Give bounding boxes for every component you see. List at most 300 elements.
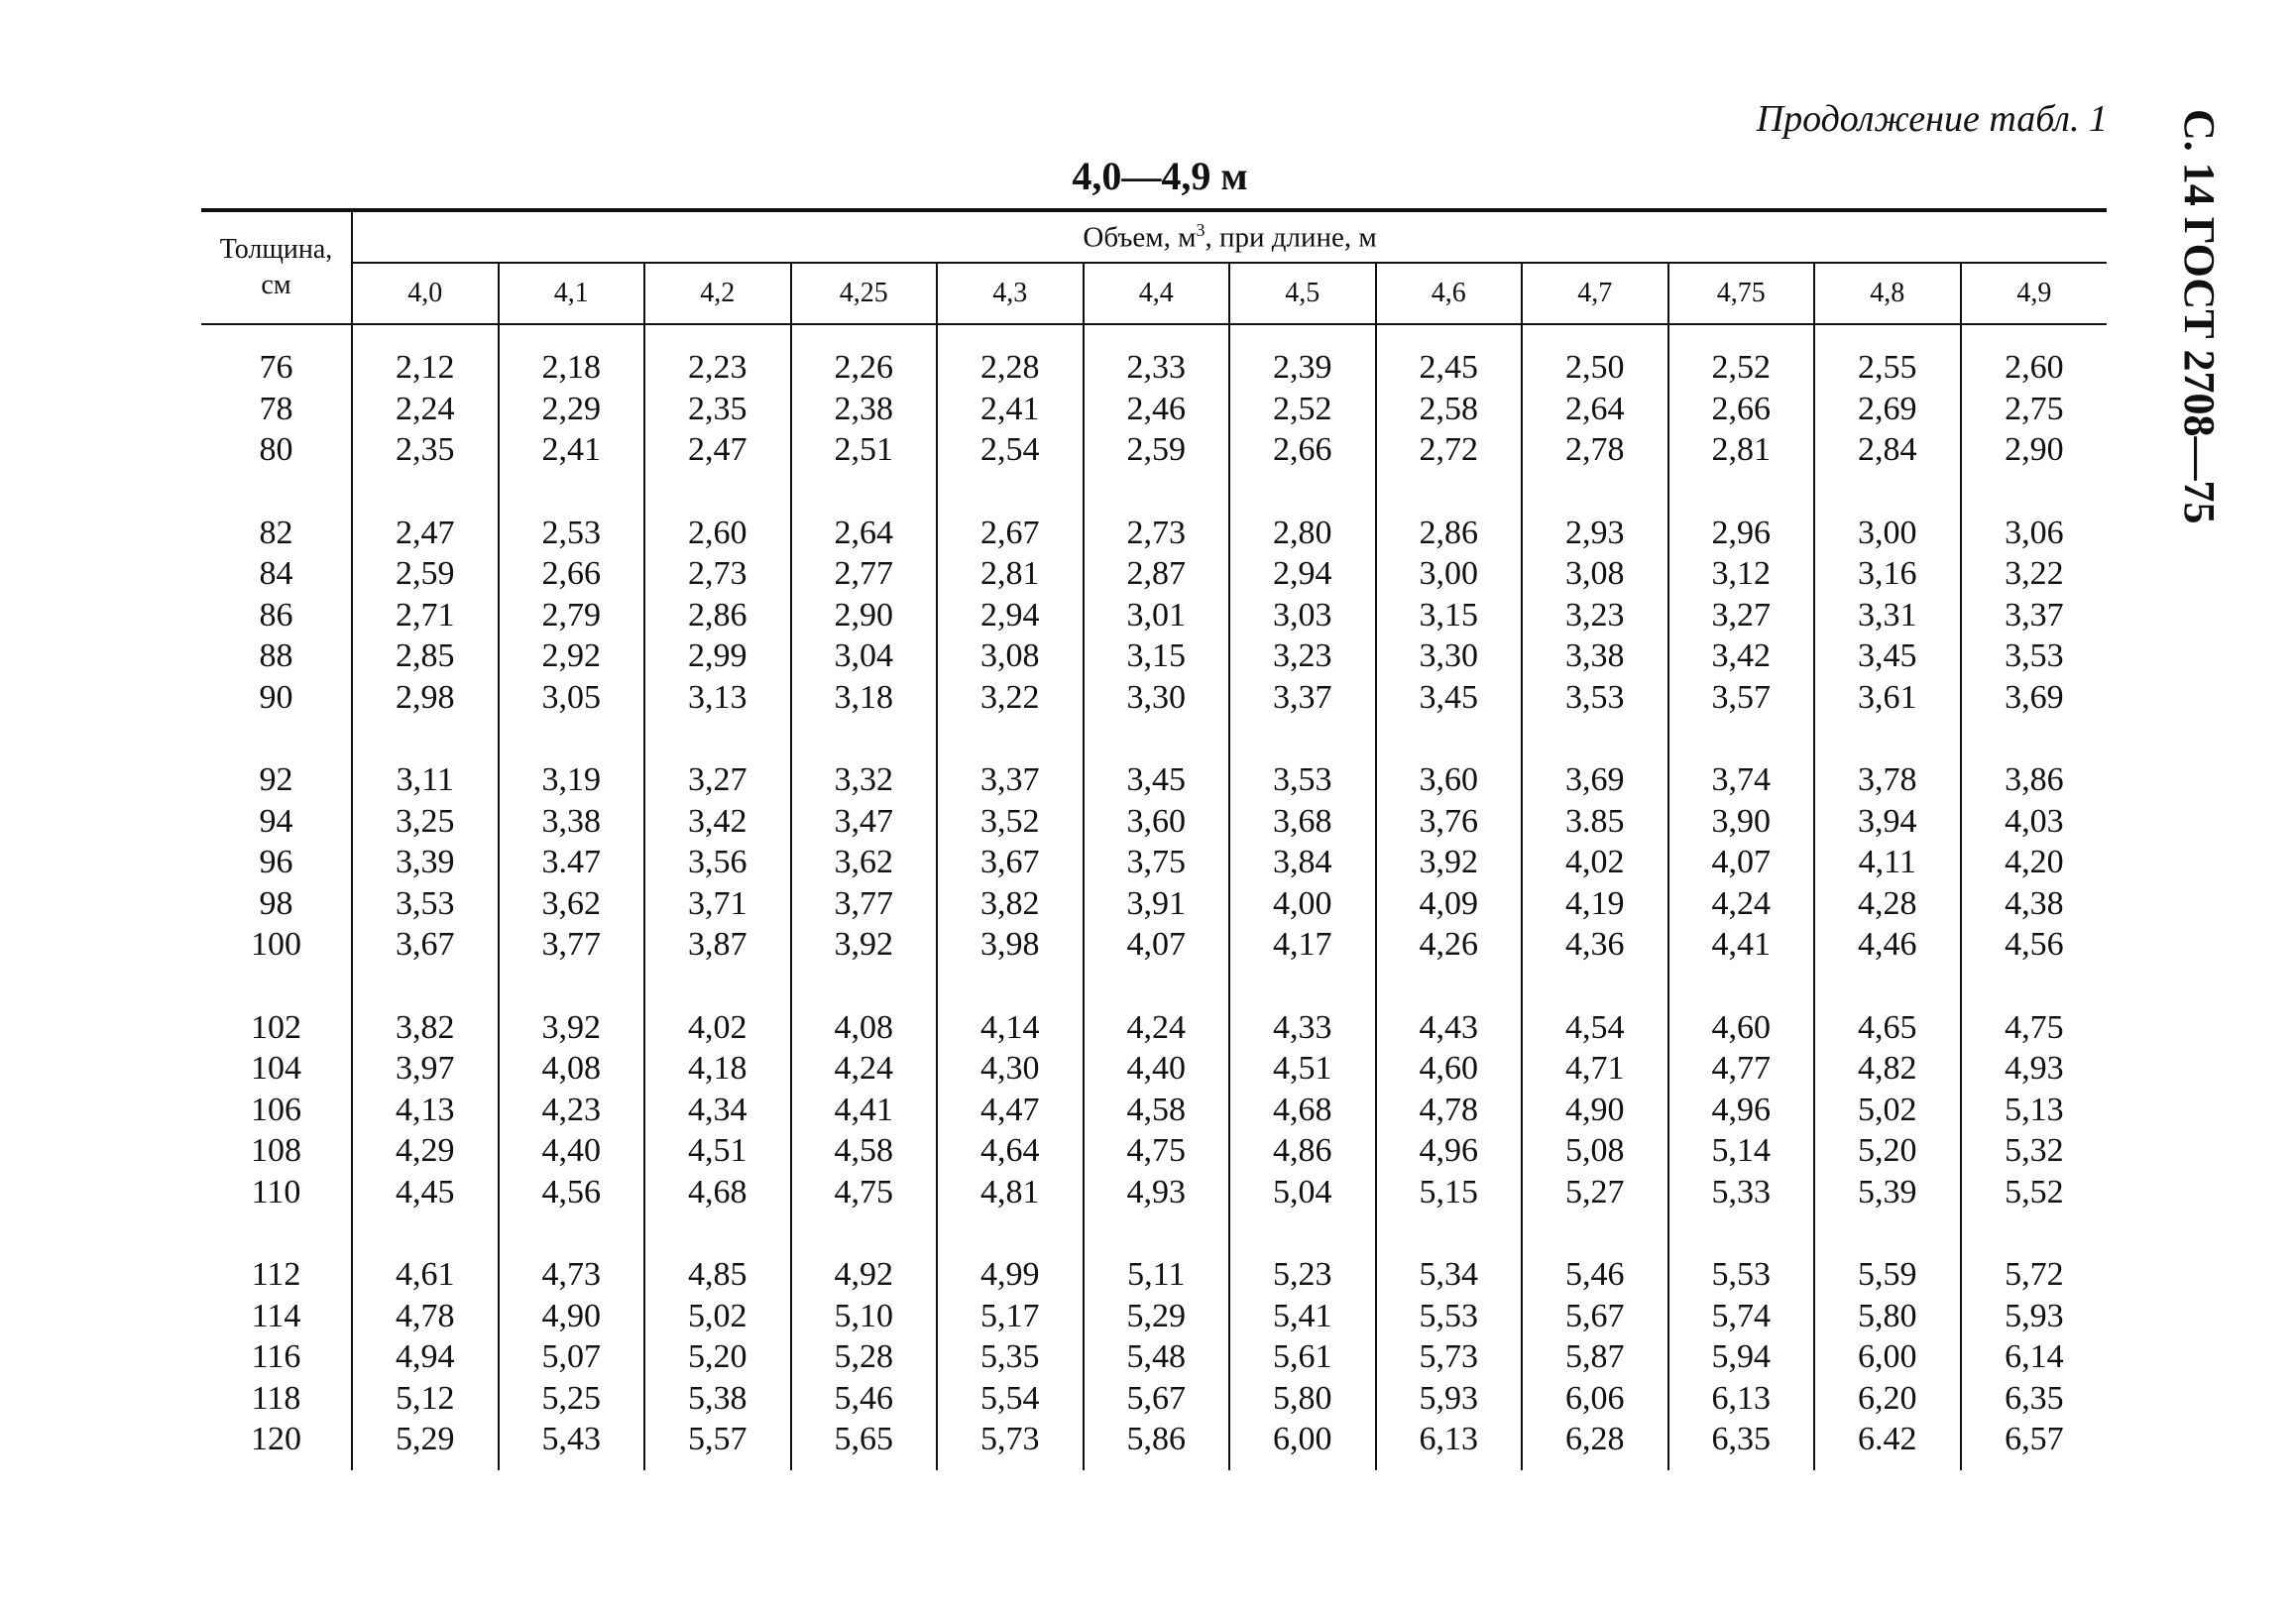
volume-cell: 4,19: [1522, 883, 1668, 925]
volume-cell: 5,38: [644, 1378, 791, 1420]
volume-cell: 6,14: [2005, 1338, 2064, 1375]
volume-cell: 6.42: [1814, 1419, 1961, 1460]
spacer-cell: [1522, 1460, 1668, 1470]
volume-cell: 4,18: [644, 1048, 791, 1090]
volume-cell: 2,35: [644, 389, 791, 430]
volume-cell: 2,71: [352, 595, 499, 636]
volume-cell: 5,33: [1668, 1172, 1815, 1213]
volume-cell: 5,72: [2005, 1256, 2064, 1293]
volume-cell: 2,92: [499, 635, 645, 677]
spacer-cell: [1961, 471, 2108, 513]
volume-cell: 2,81: [1668, 429, 1815, 471]
spacer-cell: [201, 718, 352, 759]
volume-cell: 3,67: [352, 924, 499, 966]
spacer-cell: [1084, 966, 1230, 1007]
volume-cell: 5,74: [1668, 1296, 1815, 1337]
volume-cell: 3,00: [1814, 513, 1961, 554]
volume-cell: 2,52: [1668, 347, 1815, 389]
table-row: [201, 347, 2107, 389]
volume-cell: 3,45: [1084, 759, 1230, 801]
spacer-cell: [1668, 471, 1815, 513]
volume-cell: 5,02: [1814, 1090, 1961, 1131]
volume-cell: 3,56: [644, 842, 791, 883]
thickness-cell: 78: [201, 389, 352, 430]
table-row: [201, 1172, 2107, 1213]
volume-cell: 4,73: [499, 1254, 645, 1296]
volume-cell: 3,53: [1522, 677, 1668, 719]
thickness-cell: 118: [201, 1378, 352, 1420]
volume-cell: 3,27: [1668, 595, 1815, 636]
thickness-cell: 80: [201, 429, 352, 471]
volume-cell: 5,15: [1376, 1172, 1523, 1213]
volume-cell: 4,41: [1668, 924, 1815, 966]
volume-cell: 5,17: [937, 1296, 1084, 1337]
volume-cell: 4,30: [937, 1048, 1084, 1090]
spacer-cell: [201, 966, 352, 1007]
length-range-title: 4,0—4,9 м: [1072, 154, 1248, 198]
volume-cell: 4,46: [1814, 924, 1961, 966]
volume-cell: 3,45: [1376, 677, 1523, 719]
table-continuation-caption: Продолжение табл. 1: [1756, 98, 2108, 140]
spacer-cell: [644, 324, 791, 347]
volume-cell: 2,80: [1229, 513, 1376, 554]
volume-cell: 3,74: [1668, 759, 1815, 801]
spacer-cell: [1814, 1212, 1961, 1254]
volume-cell: 4,99: [937, 1254, 1084, 1296]
volume-cell: 3,53: [1229, 759, 1376, 801]
spacer-cell: [937, 471, 1084, 513]
volume-cell: 4,90: [499, 1296, 645, 1337]
volume-cell: 4,85: [644, 1254, 791, 1296]
volume-cell: 2,60: [644, 513, 791, 554]
spacer-cell: [937, 1212, 1084, 1254]
volume-cell: 2,50: [1522, 347, 1668, 389]
length-header-cell: 4,1: [499, 263, 645, 324]
volume-cell: 3,91: [1084, 883, 1230, 925]
spacer-cell: [1084, 471, 1230, 513]
volume-cell: 5,10: [791, 1296, 938, 1337]
volume-header-superscript: 3: [1196, 219, 1205, 240]
volume-cell: 2,60: [2005, 349, 2064, 386]
volume-cell: 3,22: [2005, 555, 2064, 592]
spacer-cell: [644, 471, 791, 513]
volume-cell: 4,14: [937, 1007, 1084, 1049]
length-header-cell: 4,6: [1376, 263, 1523, 324]
volume-cell: 2,79: [499, 595, 645, 636]
volume-cell: 2,47: [644, 429, 791, 471]
volume-cell: 3,61: [1814, 677, 1961, 719]
table-row: [201, 553, 2107, 595]
volume-cell: 2,33: [1084, 347, 1230, 389]
volume-cell: 5,86: [1084, 1419, 1230, 1460]
spacer-cell: [352, 471, 499, 513]
volume-cell: 2,41: [937, 389, 1084, 430]
volume-cell: 3,84: [1229, 842, 1376, 883]
volume-cell: 4,94: [352, 1336, 499, 1378]
volume-cell: 3,69: [2005, 678, 2064, 716]
length-header-cell: 4,9: [1961, 263, 2108, 324]
volume-cell: 5,27: [1522, 1172, 1668, 1213]
volume-cell: 3,31: [1814, 595, 1961, 636]
volume-cell: 2,87: [1084, 553, 1230, 595]
volume-cell: 3,82: [352, 1007, 499, 1049]
spacer-cell: [352, 718, 499, 759]
group-spacer: [201, 1212, 2107, 1254]
volume-cell: 5,59: [1814, 1254, 1961, 1296]
volume-cell: 2,59: [352, 553, 499, 595]
volume-cell: 4,23: [499, 1090, 645, 1131]
volume-cell: 2,84: [1814, 429, 1961, 471]
volume-cell: 5,08: [1522, 1130, 1668, 1172]
spacer-cell: [937, 718, 1084, 759]
volume-cell: 5,67: [1084, 1378, 1230, 1420]
header-row-lengths: [201, 263, 2107, 324]
volume-cell: 4,40: [1084, 1048, 1230, 1090]
volume-cell: 3,52: [937, 801, 1084, 843]
volume-cell: 4,26: [1376, 924, 1523, 966]
volume-cell: 3,53: [352, 883, 499, 925]
volume-cell: 4,11: [1814, 842, 1961, 883]
volume-cell: 2,51: [791, 429, 938, 471]
volume-cell: 2,90: [2005, 431, 2064, 468]
volume-cell: 3,32: [791, 759, 938, 801]
volume-cell: 4,47: [937, 1090, 1084, 1131]
volume-cell: 3,15: [1376, 595, 1523, 636]
group-spacer: [201, 966, 2107, 1007]
thickness-cell: 92: [201, 759, 352, 801]
volume-cell: 4,24: [791, 1048, 938, 1090]
table-row: [201, 842, 2107, 883]
length-header-cell: 4,3: [937, 263, 1084, 324]
table-row: [201, 801, 2107, 843]
volume-cell: 2,90: [791, 595, 938, 636]
volume-cell: 4,78: [352, 1296, 499, 1337]
spacer-cell: [1084, 324, 1230, 347]
volume-table: [201, 208, 2107, 1470]
thickness-cell: 98: [201, 883, 352, 925]
thickness-cell: 86: [201, 595, 352, 636]
spacer-cell: [1522, 324, 1668, 347]
volume-cell: 6,00: [1814, 1336, 1961, 1378]
volume-cell: 5,28: [791, 1336, 938, 1378]
volume-cell: 2,18: [499, 347, 645, 389]
volume-cell: 2,78: [1522, 429, 1668, 471]
volume-cell: 4,93: [1084, 1172, 1230, 1213]
thickness-cell: 90: [201, 677, 352, 719]
volume-cell: 4,13: [352, 1090, 499, 1131]
volume-cell: 5,32: [2005, 1132, 2064, 1169]
volume-cell: 2,77: [791, 553, 938, 595]
volume-cell: 3,69: [1522, 759, 1668, 801]
spacer-cell: [1522, 471, 1668, 513]
thickness-cell: 76: [201, 347, 352, 389]
thickness-cell: 114: [201, 1296, 352, 1337]
volume-cell: 6,57: [2005, 1421, 2064, 1457]
volume-cell: 4,65: [1814, 1007, 1961, 1049]
volume-cell: 4,75: [1084, 1130, 1230, 1172]
volume-cell: 2,53: [499, 513, 645, 554]
volume-cell: 2,94: [1229, 553, 1376, 595]
thickness-cell: 108: [201, 1130, 352, 1172]
spacer-cell: [791, 1212, 938, 1254]
volume-cell: 4,90: [1522, 1090, 1668, 1131]
volume-cell: 4,75: [791, 1172, 938, 1213]
volume-cell: 2,67: [937, 513, 1084, 554]
volume-cell: 4,24: [1668, 883, 1815, 925]
spacer-cell: [1522, 1212, 1668, 1254]
volume-cell: 3,94: [1814, 801, 1961, 843]
spacer-cell: [1814, 718, 1961, 759]
spacer-cell: [644, 1212, 791, 1254]
volume-cell: 2,94: [937, 595, 1084, 636]
spacer-cell: [352, 966, 499, 1007]
volume-cell: 3,19: [499, 759, 645, 801]
spacer-cell: [1084, 1460, 1230, 1470]
thickness-cell: 100: [201, 924, 352, 966]
thickness-header-line-2: см: [261, 270, 291, 300]
volume-cell: 4,68: [644, 1172, 791, 1213]
length-header-cell: 4,7: [1522, 263, 1668, 324]
volume-cell: 2,64: [791, 513, 938, 554]
volume-cell: 2,28: [937, 347, 1084, 389]
spacer-cell: [352, 324, 499, 347]
volume-cell: 5,11: [1084, 1254, 1230, 1296]
volume-cell: 3,23: [1229, 635, 1376, 677]
volume-cell: 5,67: [1522, 1296, 1668, 1337]
volume-cell: 4,41: [791, 1090, 938, 1131]
volume-cell: 5,14: [1668, 1130, 1815, 1172]
spacer-cell: [1376, 471, 1523, 513]
volume-cell: 5,57: [644, 1419, 791, 1460]
volume-cell: 5,13: [2005, 1091, 2064, 1128]
spacer-cell: [1229, 966, 1376, 1007]
volume-cell: 5,12: [352, 1378, 499, 1420]
volume-cell: 4,54: [1522, 1007, 1668, 1049]
volume-cell: 4,38: [2005, 884, 2064, 922]
volume-cell: 5,07: [499, 1336, 645, 1378]
group-spacer: [201, 324, 2107, 347]
spacer-cell: [1229, 1212, 1376, 1254]
volume-cell: 3,75: [1084, 842, 1230, 883]
volume-cell: 4,60: [1376, 1048, 1523, 1090]
volume-cell: 5,04: [1229, 1172, 1376, 1213]
spacer-cell: [1376, 1212, 1523, 1254]
spacer-cell: [1522, 966, 1668, 1007]
spacer-cell: [1668, 718, 1815, 759]
volume-cell: 3,39: [352, 842, 499, 883]
spacer-cell: [352, 1460, 499, 1470]
volume-cell: 3,15: [1084, 635, 1230, 677]
thickness-cell: 94: [201, 801, 352, 843]
volume-cell: 3,98: [937, 924, 1084, 966]
table-row: [201, 924, 2107, 966]
table-row: [201, 1130, 2107, 1172]
volume-cell: 5,48: [1084, 1336, 1230, 1378]
volume-cell: 3,00: [1376, 553, 1523, 595]
volume-header-prefix: Объем, м: [1083, 221, 1197, 254]
spacer-cell: [1814, 966, 1961, 1007]
volume-cell: 3,08: [1522, 553, 1668, 595]
volume-cell: 5,25: [499, 1378, 645, 1420]
volume-cell: 2,55: [1814, 347, 1961, 389]
volume-cell: 5,34: [1376, 1254, 1523, 1296]
volume-cell: 3,76: [1376, 801, 1523, 843]
volume-cell: 2,73: [1084, 513, 1230, 554]
thickness-cell: 104: [201, 1048, 352, 1090]
volume-cell: 5,80: [1814, 1296, 1961, 1337]
volume-header-suffix: , при длине, м: [1205, 221, 1377, 254]
volume-cell: 5,39: [1814, 1172, 1961, 1213]
volume-cell: 6,13: [1668, 1378, 1815, 1420]
volume-cell: 3,03: [1229, 595, 1376, 636]
volume-cell: 2,38: [791, 389, 938, 430]
spacer-cell: [791, 718, 938, 759]
table-row: [201, 1419, 2107, 1460]
volume-cell: 2,12: [352, 347, 499, 389]
volume-cell: 2,73: [644, 553, 791, 595]
volume-cell: 3,25: [352, 801, 499, 843]
volume-cell: 4,29: [352, 1130, 499, 1172]
spacer-cell: [1522, 718, 1668, 759]
table-row: [201, 595, 2107, 636]
length-header-cell: 4,25: [791, 263, 938, 324]
volume-cell: 5,43: [499, 1419, 645, 1460]
spacer-cell: [499, 966, 645, 1007]
table-row: [201, 1007, 2107, 1049]
volume-cell: 5,41: [1229, 1296, 1376, 1337]
volume-cell: 5,65: [791, 1419, 938, 1460]
thickness-cell: 84: [201, 553, 352, 595]
table-row: [201, 1254, 2107, 1296]
spacer-cell: [1961, 1212, 2108, 1254]
spacer-cell: [499, 718, 645, 759]
volume-cell: 3,68: [1229, 801, 1376, 843]
spacer-cell: [499, 324, 645, 347]
volume-cell: 2,35: [352, 429, 499, 471]
volume-cell: 3,62: [791, 842, 938, 883]
volume-cell: 5,29: [1084, 1296, 1230, 1337]
volume-cell: 6,00: [1229, 1419, 1376, 1460]
volume-cell: 5,73: [937, 1419, 1084, 1460]
volume-cell: 4,68: [1229, 1090, 1376, 1131]
volume-cell: 3,27: [644, 759, 791, 801]
volume-cell: 3,22: [937, 677, 1084, 719]
volume-cell: 3,37: [1229, 677, 1376, 719]
volume-cell: 2,41: [499, 429, 645, 471]
spacer-cell: [1668, 1460, 1815, 1470]
table-row: [201, 1090, 2107, 1131]
length-header-cell: 4,4: [1084, 263, 1230, 324]
volume-cell: 3,06: [2005, 514, 2064, 551]
volume-cell: 4,09: [1376, 883, 1523, 925]
spacer-cell: [1961, 324, 2108, 347]
volume-cell: 3,57: [1668, 677, 1815, 719]
volume-cell: 3,08: [937, 635, 1084, 677]
volume-cell: 4,51: [644, 1130, 791, 1172]
volume-cell: 3,62: [499, 883, 645, 925]
volume-cell: 2,29: [499, 389, 645, 430]
spacer-cell: [1229, 718, 1376, 759]
thickness-cell: 120: [201, 1419, 352, 1460]
spacer-cell: [937, 1460, 1084, 1470]
volume-cell: 3,53: [2005, 637, 2064, 674]
volume-cell: 5,02: [644, 1296, 791, 1337]
volume-cell: 2,98: [352, 677, 499, 719]
volume-cell: 2,85: [352, 635, 499, 677]
volume-cell: 6,20: [1814, 1378, 1961, 1420]
volume-cell: 3,71: [644, 883, 791, 925]
volume-cell: 4,71: [1522, 1048, 1668, 1090]
group-spacer: [201, 1460, 2107, 1470]
volume-cell: 4,00: [1229, 883, 1376, 925]
volume-cell: 2,47: [352, 513, 499, 554]
volume-cell: 5,35: [937, 1336, 1084, 1378]
volume-cell: 3,37: [2005, 596, 2064, 634]
volume-cell: 4,40: [499, 1130, 645, 1172]
spacer-cell: [1376, 718, 1523, 759]
volume-cell: 5,54: [937, 1378, 1084, 1420]
volume-cell: 3,37: [937, 759, 1084, 801]
volume-cell: 2,58: [1376, 389, 1523, 430]
spacer-cell: [1229, 1460, 1376, 1470]
volume-cell: 2,24: [352, 389, 499, 430]
volume-cell: 4,36: [1522, 924, 1668, 966]
volume-cell: 3,30: [1084, 677, 1230, 719]
volume-cell: 3,16: [1814, 553, 1961, 595]
volume-cell: 3,87: [644, 924, 791, 966]
group-spacer: [201, 471, 2107, 513]
volume-cell: 4,51: [1229, 1048, 1376, 1090]
volume-cell: 2,96: [1668, 513, 1815, 554]
volume-cell: 3,92: [499, 1007, 645, 1049]
volume-cell: 4,03: [2005, 802, 2064, 840]
volume-cell: 4,56: [499, 1172, 645, 1213]
volume-cell: 3,47: [791, 801, 938, 843]
thickness-cell: 116: [201, 1336, 352, 1378]
volume-cell: 5,53: [1668, 1254, 1815, 1296]
volume-cell: 5,93: [1376, 1378, 1523, 1420]
length-header-cell: 4,0: [352, 263, 499, 324]
volume-cell: 2,86: [1376, 513, 1523, 554]
spacer-cell: [1961, 718, 2108, 759]
spacer-cell: [1376, 324, 1523, 347]
thickness-cell: 96: [201, 842, 352, 883]
spacer-cell: [499, 1212, 645, 1254]
volume-cell: 5,46: [791, 1378, 938, 1420]
volume-cell: 5,94: [1668, 1336, 1815, 1378]
spacer-cell: [644, 1460, 791, 1470]
volume-cell: 5,29: [352, 1419, 499, 1460]
volume-cell: 2,54: [937, 429, 1084, 471]
length-header-cell: 4,8: [1814, 263, 1961, 324]
volume-cell: 5,53: [1376, 1296, 1523, 1337]
volume-cell: 3,42: [1668, 635, 1815, 677]
spacer-cell: [1229, 471, 1376, 513]
thickness-cell: 88: [201, 635, 352, 677]
volume-cell: 5,52: [2005, 1173, 2064, 1210]
volume-cell: 3,78: [1814, 759, 1961, 801]
volume-cell: 5,46: [1522, 1254, 1668, 1296]
volume-cell: 2,66: [499, 553, 645, 595]
volume-cell: 3,42: [644, 801, 791, 843]
spacer-cell: [201, 324, 352, 347]
volume-cell: 3,18: [791, 677, 938, 719]
volume-cell: 2,46: [1084, 389, 1230, 430]
volume-cell: 3,38: [499, 801, 645, 843]
volume-cell: 3,82: [937, 883, 1084, 925]
spacer-cell: [201, 1212, 352, 1254]
table-row: [201, 389, 2107, 430]
